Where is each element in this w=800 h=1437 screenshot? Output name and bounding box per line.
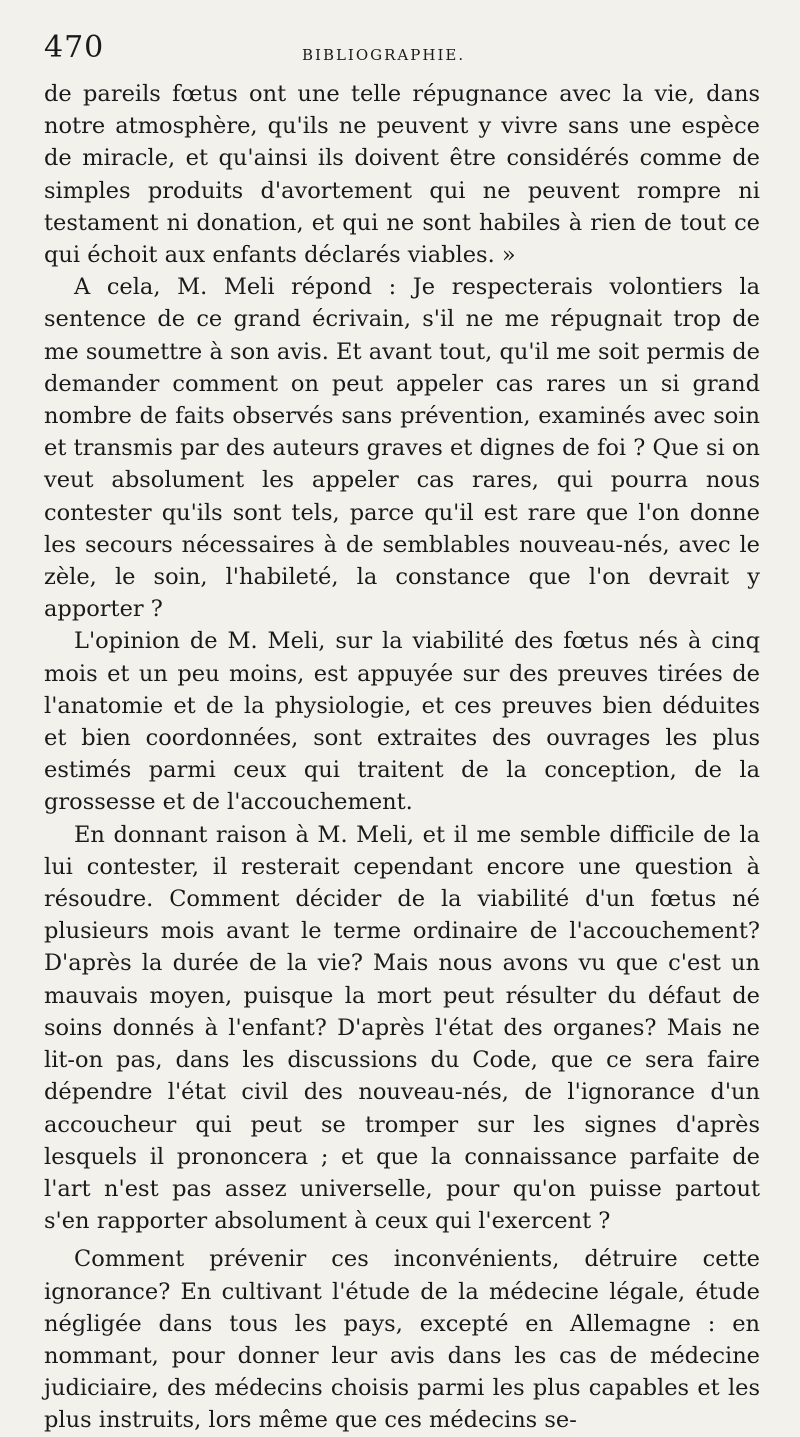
paragraph: de pareils fœtus ont une telle répugnance avec la vie, dans notre atmosphère, qu'ils ne peuvent y vivre sans une espèce de miracle, et qu'ainsi ils doivent être considérés comme de simples produits d'avortement qui ne peuvent rompre ni testament ni donation, et qui ne sont habiles à rien de tout ce qui échoit aux enfants déclarés viables. » [44,81,760,269]
page-number: 470 [44,30,105,65]
body-text [44,78,760,1437]
paragraph: Comment prévenir ces inconvénients, détruire cette ignorance? En cultivant l'étude de la médecine légale, étude négligée dans tous les pays, excepté en Allemagne : en nommant, pour donner leur avis dans les cas de médecine judiciaire, des médecins choisis parmi les plus capables et les plus instruits, lors même que ces médecins se- [44,1246,760,1434]
running-title: BIBLIOGRAPHIE. [302,46,466,64]
paragraph: En donnant raison à M. Meli, et il me semble difficile de la lui contester, il resterait cependant encore une question à résoudre. Comment décider de la viabilité d'un fœtus né plusieurs mois avant le terme ordinaire de l'accouchement? D'après la durée de la vie? Mais nous avons vu que c'est un mauvais moyen, puisque la mort peut résulter du défaut de soins donnés à l'enfant? D'après l'état des organes? Mais ne lit-on pas, dans les discussions du Code, que ce sera faire dépendre l'état civil des nouveau-nés, de l'ignorance d'un accoucheur qui peut se tromper sur les signes d'après lesquels il prononcera ; et que la connaissance parfaite de l'art n'est pas assez universelle, pour qu'on puisse partout s'en rapporter absolument à ceux qui l'exercent ? [44,821,760,1235]
paragraph: A cela, M. Meli répond : Je respecterais volontiers la sentence de ce grand écrivain, s'il ne me répugnait trop de me soumettre à son avis. Et avant tout, qu'il me soit permis de demander comment on peut appeler cas rares un si grand nombre de faits observés sans prévention, examinés avec soin et transmis par des auteurs graves et dignes de foi ? Que si on veut absolument les appeler cas rares, qui pourra nous contester qu'ils sont tels, parce qu'il est rare que l'on donne les secours nécessaires à de semblables nouveau-nés, avec le zèle, le soin, l'habileté, la constance que l'on devrait y apporter ? [44,274,760,623]
paragraph: L'opinion de M. Meli, sur la viabilité des fœtus nés à cinq mois et un peu moins, est appuyée sur des preuves tirées de l'anatomie et de la physiologie, et ces preuves bien déduites et bien coordonnées, sont extraites des ouvrages les plus estimés parmi ceux qui traitent de la conception, de la grossesse et de l'accouchement. [44,628,760,816]
page-header [44,28,760,78]
